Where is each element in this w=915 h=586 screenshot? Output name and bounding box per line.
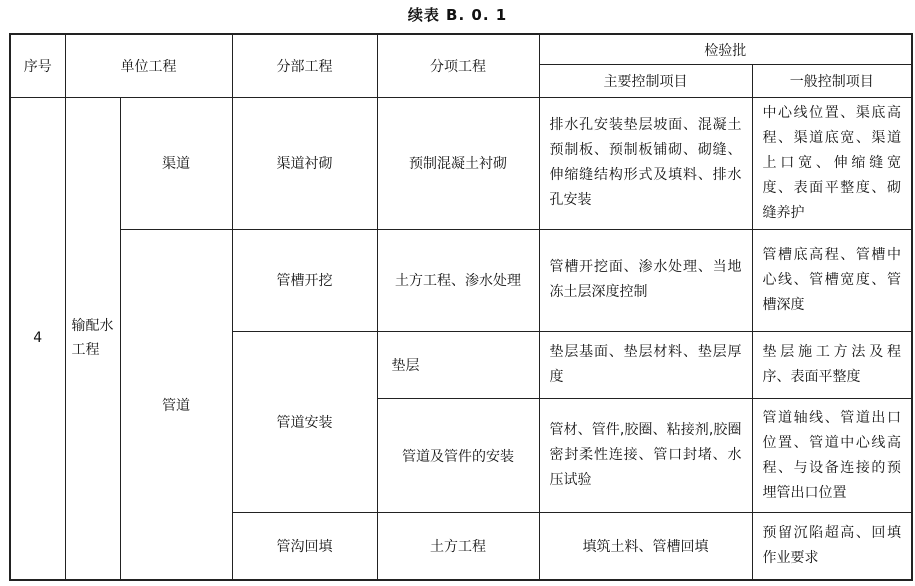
general-items-fitting: 管道轴线、管道出口位置、管道中心线高程、与设备连接的预埋管出口位置 xyxy=(752,399,912,513)
main-items-channel: 排水孔安装垫层坡面、混凝土预制板、预制板铺砌、砌缝、伸缩缝结构形式及填料、排水孔安装 xyxy=(539,97,752,229)
general-items-trench: 管槽底高程、管槽中心线、管槽宽度、管槽深度 xyxy=(752,230,912,332)
header-main-items: 主要控制项目 xyxy=(539,65,752,98)
division-channel-lining: 渠道衬砌 xyxy=(232,97,377,229)
subitem-trench: 土方工程、渗水处理 xyxy=(377,230,539,332)
header-division: 分部工程 xyxy=(232,34,377,97)
main-items-trench: 管槽开挖面、渗水处理、当地冻土层深度控制 xyxy=(539,230,752,332)
inspection-table xyxy=(9,33,913,581)
general-items-channel: 中心线位置、渠底高程、渠道底宽、渠道上口宽、伸缩缝宽度、表面平整度、砌缝养护 xyxy=(752,97,912,229)
main-items-backfill: 填筑土料、管槽回填 xyxy=(539,513,752,580)
division-pipe-install: 管道安装 xyxy=(232,331,377,512)
header-unit: 单位工程 xyxy=(65,34,232,97)
division-backfill: 管沟回填 xyxy=(232,513,377,580)
header-general-items: 一般控制项目 xyxy=(752,65,912,98)
header-subitem: 分项工程 xyxy=(377,34,539,97)
general-items-backfill: 预留沉陷超高、回填作业要求 xyxy=(752,513,912,580)
unit-project-name: 输配水工程 xyxy=(65,97,120,580)
main-items-cushion: 垫层基面、垫层材料、垫层厚度 xyxy=(539,331,752,398)
division-trench: 管槽开挖 xyxy=(232,230,377,332)
subitem-cushion: 垫层 xyxy=(377,331,539,398)
main-items-fitting: 管材、管件,胶圈、粘接剂,胶圈密封柔性连接、管口封堵、水压试验 xyxy=(539,399,752,513)
subitem-backfill: 土方工程 xyxy=(377,513,539,580)
header-inspection: 检验批 xyxy=(539,34,912,65)
general-items-cushion: 垫层施工方法及程序、表面平整度 xyxy=(752,331,912,398)
subitem-precast-lining: 预制混凝土衬砌 xyxy=(377,97,539,229)
header-seq: 序号 xyxy=(10,34,65,97)
sub-unit-channel: 渠道 xyxy=(120,97,232,229)
subitem-pipe-fitting: 管道及管件的安装 xyxy=(377,399,539,513)
table-title: 续表 B. 0. 1 xyxy=(407,6,508,24)
row-seq: 4 xyxy=(10,97,65,580)
sub-unit-pipe: 管道 xyxy=(120,230,232,580)
